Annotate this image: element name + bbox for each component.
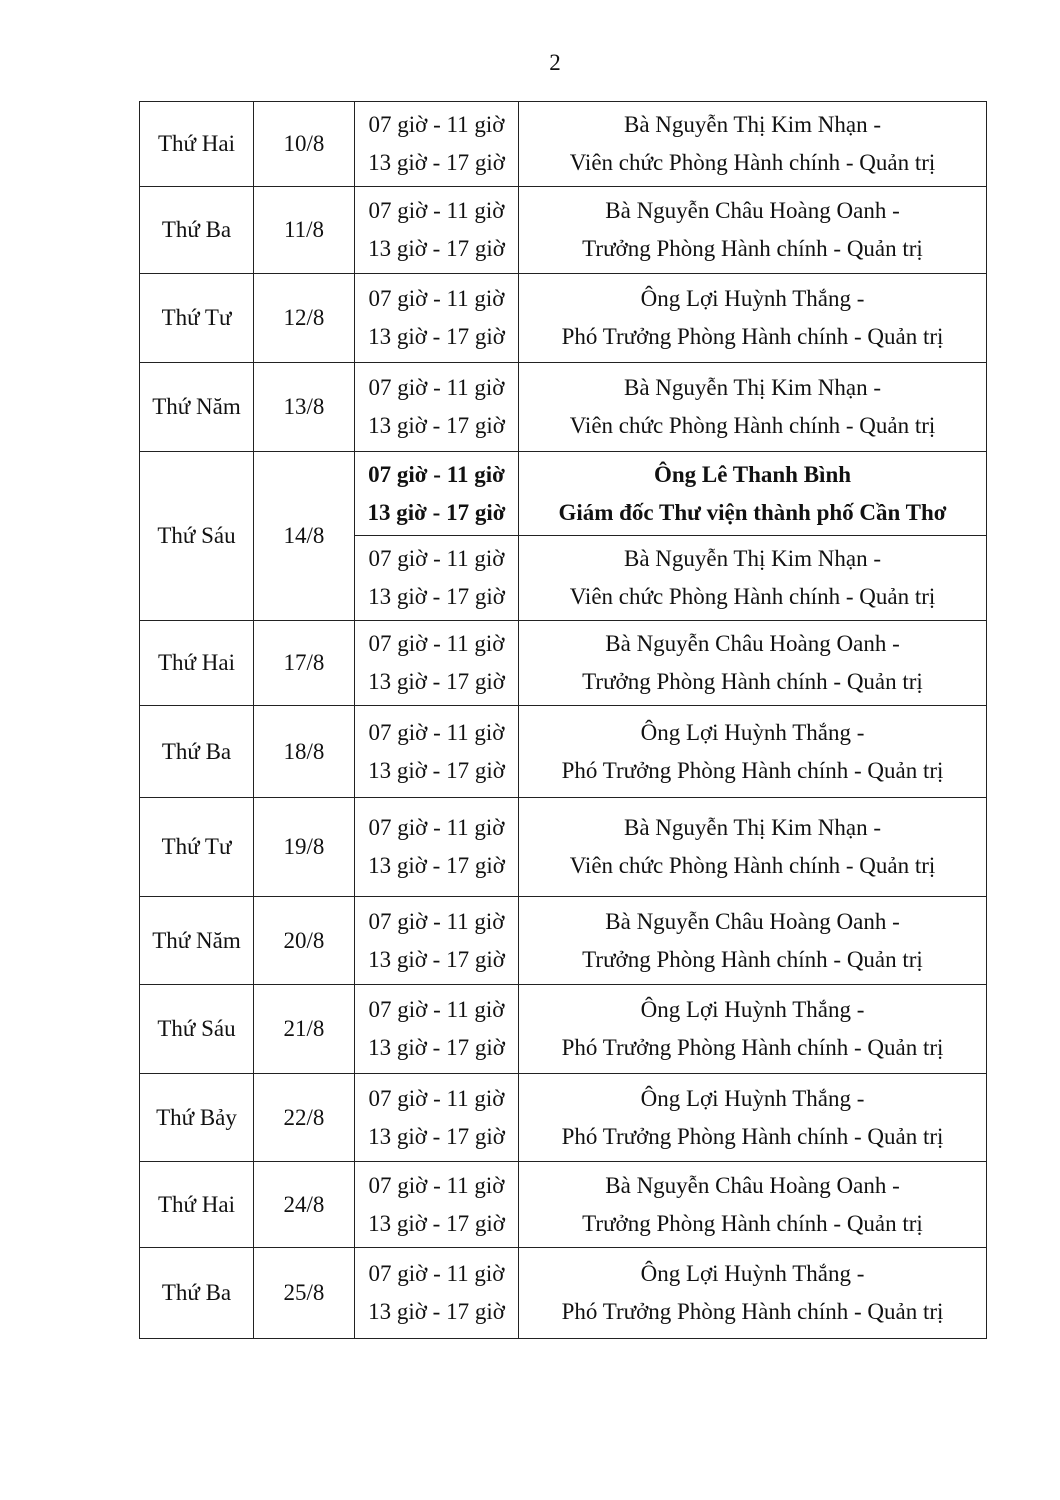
table-row <box>140 621 987 706</box>
person-name: Bà Nguyễn Châu Hoàng Oanh - <box>605 631 900 656</box>
person-name: Ông Lợi Huỳnh Thắng - <box>640 286 865 311</box>
date-cell: 24/8 <box>254 1162 355 1248</box>
time-cell <box>355 798 519 897</box>
time-cell <box>355 1162 519 1248</box>
table-row <box>140 985 987 1074</box>
person-title: Viên chức Phòng Hành chính - Quản trị <box>569 413 936 438</box>
table-row <box>140 363 987 452</box>
person-title: Phó Trưởng Phòng Hành chính - Quản trị <box>561 1035 944 1060</box>
time-morning: 07 giờ - 11 giờ <box>368 631 505 656</box>
date-cell: 11/8 <box>254 187 355 274</box>
day-cell: Thứ Ba <box>140 706 254 798</box>
person-cell <box>519 985 987 1074</box>
person-cell <box>519 452 987 536</box>
time-cell <box>355 1074 519 1162</box>
date-cell: 21/8 <box>254 985 355 1074</box>
date-cell: 10/8 <box>254 102 355 187</box>
day-cell: Thứ Năm <box>140 897 254 985</box>
person-cell <box>519 1074 987 1162</box>
date-cell: 17/8 <box>254 621 355 706</box>
person-cell <box>519 1162 987 1248</box>
date-cell: 14/8 <box>254 452 355 621</box>
time-cell <box>355 1248 519 1339</box>
time-morning: 07 giờ - 11 giờ <box>368 1085 505 1111</box>
table-row <box>140 798 987 897</box>
table-row <box>140 897 987 985</box>
time-cell <box>355 274 519 363</box>
person-title: Giám đốc Thư viện thành phố Cần Thơ <box>558 499 947 525</box>
person-name: Bà Nguyễn Thị Kim Nhạn - <box>623 375 881 400</box>
date-cell: 20/8 <box>254 897 355 985</box>
person-title: Phó Trưởng Phòng Hành chính - Quản trị <box>561 324 944 349</box>
person-cell <box>519 102 987 187</box>
day-cell: Thứ Ba <box>140 1248 254 1339</box>
time-afternoon: 13 giờ - 17 giờ <box>368 324 505 349</box>
time-morning: 07 giờ - 11 giờ <box>368 546 505 571</box>
time-cell <box>355 363 519 452</box>
person-name: Bà Nguyễn Thị Kim Nhạn - <box>623 546 881 571</box>
table-row <box>140 1248 987 1339</box>
day-cell: Thứ Tư <box>140 274 254 363</box>
day-cell: Thứ Hai <box>140 1162 254 1248</box>
duty-schedule-table <box>139 101 987 1339</box>
person-cell <box>519 363 987 452</box>
time-afternoon: 13 giờ - 17 giờ <box>368 236 505 261</box>
time-morning: 07 giờ - 11 giờ <box>368 112 505 137</box>
day-cell: Thứ Bảy <box>140 1074 254 1162</box>
person-name: Ông Lợi Huỳnh Thắng - <box>640 1085 865 1111</box>
time-cell <box>355 452 519 536</box>
person-title: Viên chức Phòng Hành chính - Quản trị <box>569 150 936 175</box>
person-title: Phó Trưởng Phòng Hành chính - Quản trị <box>561 1123 944 1149</box>
person-cell <box>519 536 987 621</box>
time-morning: 07 giờ - 11 giờ <box>368 198 505 223</box>
person-cell <box>519 621 987 706</box>
person-name: Ông Lợi Huỳnh Thắng - <box>640 719 865 745</box>
person-title: Phó Trưởng Phòng Hành chính - Quản trị <box>561 1299 944 1324</box>
time-morning: 07 giờ - 11 giờ <box>368 719 505 745</box>
person-cell <box>519 706 987 798</box>
person-title: Trưởng Phòng Hành chính - Quản trị <box>582 669 923 694</box>
day-cell: Thứ Hai <box>140 102 254 187</box>
person-name: Ông Lợi Huỳnh Thắng - <box>640 1261 865 1286</box>
table-row <box>140 1074 987 1162</box>
time-afternoon: 13 giờ - 17 giờ <box>368 669 505 694</box>
table-row <box>140 187 987 274</box>
time-afternoon: 13 giờ - 17 giờ <box>368 946 505 972</box>
person-title: Trưởng Phòng Hành chính - Quản trị <box>582 946 923 972</box>
time-afternoon: 13 giờ - 17 giờ <box>368 853 505 878</box>
person-title: Phó Trưởng Phòng Hành chính - Quản trị <box>561 757 944 783</box>
date-cell: 18/8 <box>254 706 355 798</box>
person-name: Ông Lê Thanh Bình <box>653 461 852 487</box>
day-cell: Thứ Tư <box>140 798 254 897</box>
time-morning: 07 giờ - 11 giờ <box>368 815 505 840</box>
time-cell <box>355 985 519 1074</box>
table-row <box>140 452 987 536</box>
time-afternoon: 13 giờ - 17 giờ <box>368 584 505 609</box>
person-title: Trưởng Phòng Hành chính - Quản trị <box>582 236 923 261</box>
time-afternoon: 13 giờ - 17 giờ <box>367 499 506 525</box>
date-cell: 12/8 <box>254 274 355 363</box>
person-title: Viên chức Phòng Hành chính - Quản trị <box>569 584 936 609</box>
time-afternoon: 13 giờ - 17 giờ <box>368 150 505 175</box>
time-morning: 07 giờ - 11 giờ <box>368 286 505 311</box>
person-title: Viên chức Phòng Hành chính - Quản trị <box>569 853 936 878</box>
time-cell <box>355 621 519 706</box>
table-row <box>140 102 987 187</box>
day-cell: Thứ Hai <box>140 621 254 706</box>
time-morning: 07 giờ - 11 giờ <box>368 1261 505 1286</box>
date-cell: 25/8 <box>254 1248 355 1339</box>
time-cell <box>355 536 519 621</box>
date-cell: 22/8 <box>254 1074 355 1162</box>
person-name: Bà Nguyễn Châu Hoàng Oanh - <box>605 908 900 934</box>
date-cell: 13/8 <box>254 363 355 452</box>
time-afternoon: 13 giờ - 17 giờ <box>368 1210 505 1236</box>
day-cell: Thứ Ba <box>140 187 254 274</box>
person-cell <box>519 798 987 897</box>
person-name: Bà Nguyễn Thị Kim Nhạn - <box>623 815 881 840</box>
person-cell <box>519 897 987 985</box>
time-morning: 07 giờ - 11 giờ <box>368 997 505 1022</box>
time-afternoon: 13 giờ - 17 giờ <box>368 1299 505 1324</box>
time-cell <box>355 897 519 985</box>
time-afternoon: 13 giờ - 17 giờ <box>368 413 505 438</box>
day-cell: Thứ Năm <box>140 363 254 452</box>
time-morning: 07 giờ - 11 giờ <box>368 908 505 934</box>
time-morning: 07 giờ - 11 giờ <box>368 1172 505 1198</box>
person-name: Ông Lợi Huỳnh Thắng - <box>640 997 865 1022</box>
time-afternoon: 13 giờ - 17 giờ <box>368 1035 505 1060</box>
time-cell <box>355 187 519 274</box>
person-cell <box>519 187 987 274</box>
page-number: 2 <box>549 50 561 75</box>
time-afternoon: 13 giờ - 17 giờ <box>368 757 505 783</box>
person-title: Trưởng Phòng Hành chính - Quản trị <box>582 1210 923 1236</box>
schedule-body <box>140 102 987 1339</box>
date-cell: 19/8 <box>254 798 355 897</box>
time-morning: 07 giờ - 11 giờ <box>368 375 505 400</box>
person-name: Bà Nguyễn Thị Kim Nhạn - <box>623 112 881 137</box>
person-name: Bà Nguyễn Châu Hoàng Oanh - <box>605 1172 900 1198</box>
time-afternoon: 13 giờ - 17 giờ <box>368 1123 505 1149</box>
time-cell <box>355 102 519 187</box>
person-cell <box>519 1248 987 1339</box>
time-cell <box>355 706 519 798</box>
table-row <box>140 706 987 798</box>
time-morning: 07 giờ - 11 giờ <box>368 461 505 487</box>
person-cell <box>519 274 987 363</box>
table-row <box>140 274 987 363</box>
table-row <box>140 1162 987 1248</box>
day-cell: Thứ Sáu <box>140 452 254 621</box>
person-name: Bà Nguyễn Châu Hoàng Oanh - <box>605 198 900 223</box>
day-cell: Thứ Sáu <box>140 985 254 1074</box>
